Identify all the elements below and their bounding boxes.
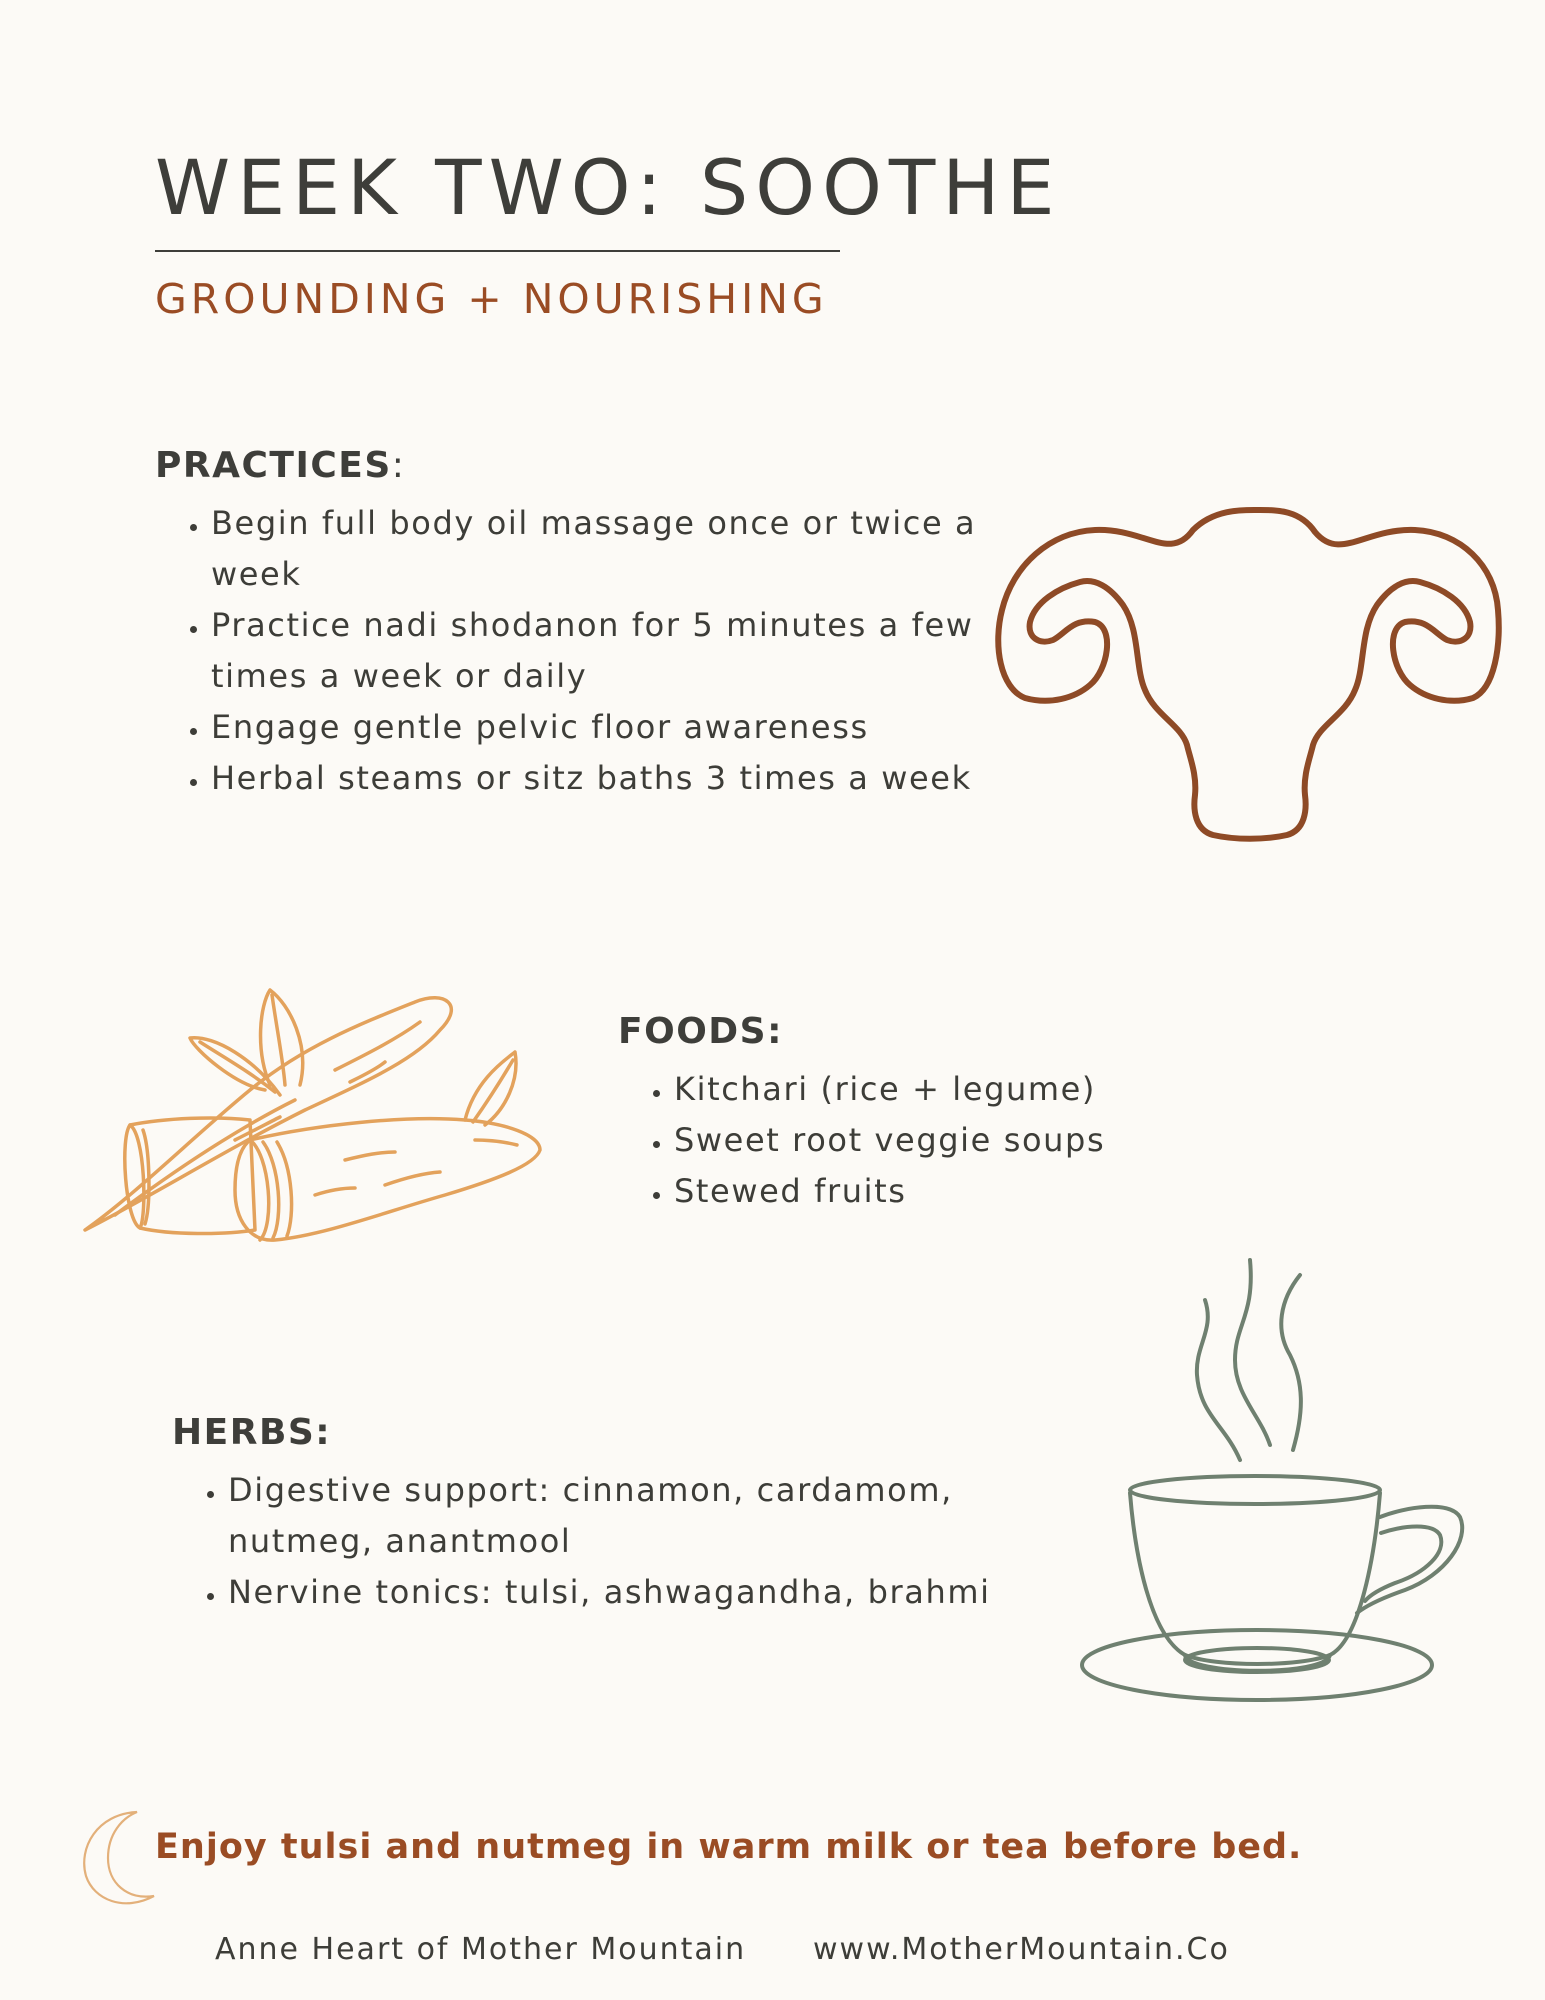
herbs-list — [172, 1465, 1058, 1618]
herb-item: • Digestive support: cinnamon, cardamom, nutmeg, anantmool — [228, 1465, 1058, 1567]
herbs-section — [172, 1412, 1052, 1618]
page-subtitle: GROUNDING + NOURISHING — [155, 275, 828, 323]
footer-author: Anne Heart of Mother Mountain — [215, 1932, 747, 1967]
food-item: • Kitchari (rice + legume) — [674, 1064, 1318, 1115]
food-item: • Stewed fruits — [674, 1166, 1318, 1217]
food-item: • Sweet root veggie soups — [674, 1115, 1318, 1166]
tea-cup-icon — [1075, 1255, 1475, 1705]
practice-item: • Practice nadi shodanon for 5 minutes a few times a week or daily — [211, 600, 991, 702]
title-divider — [155, 250, 840, 252]
practices-list — [155, 498, 991, 804]
sweet-potato-icon — [85, 990, 555, 1255]
footer-website-link[interactable]: www.MotherMountain.Co — [813, 1932, 1230, 1967]
practice-item: • Herbal steams or sitz baths 3 times a week — [211, 753, 991, 804]
practices-heading — [155, 445, 975, 486]
bedtime-tip: Enjoy tulsi and nutmeg in warm milk or tea before bed. — [155, 1827, 1303, 1867]
practices-heading-label: PRACTICES — [155, 445, 392, 486]
foods-list — [618, 1064, 1318, 1217]
practice-item: • Begin full body oil massage once or twice a week — [211, 498, 991, 600]
foods-heading: FOODS: — [618, 1011, 784, 1052]
practices-section — [155, 445, 977, 804]
page-title: WEEK TWO: SOOTHE — [155, 143, 1062, 232]
herb-item: • Nervine tonics: tulsi, ashwagandha, brahmi — [228, 1567, 1058, 1618]
practice-item: • Engage gentle pelvic floor awareness — [211, 702, 991, 753]
herbs-heading: HERBS: — [172, 1412, 332, 1453]
practices-heading-colon: : — [391, 445, 406, 486]
foods-section — [618, 1011, 1318, 1217]
uterus-icon — [995, 510, 1505, 850]
